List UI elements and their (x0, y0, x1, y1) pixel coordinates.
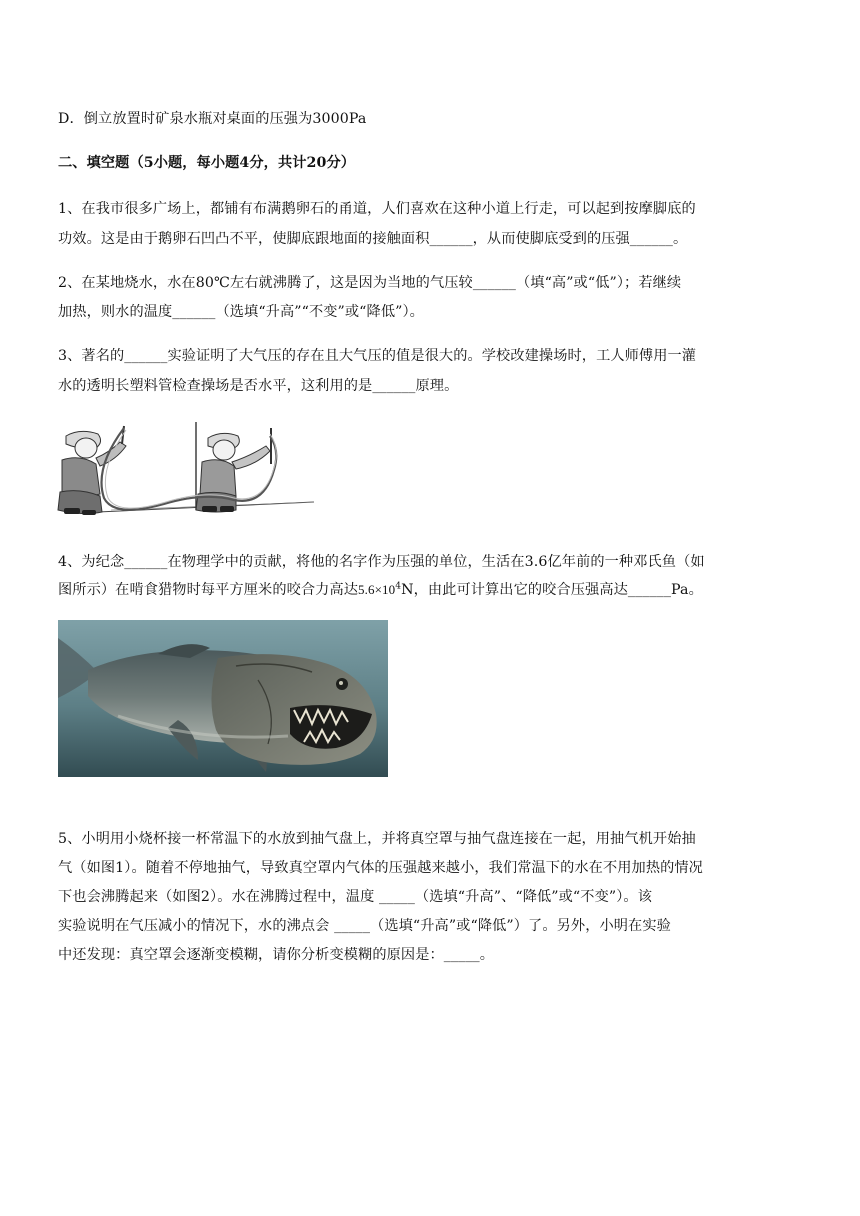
q4-line-2-unit: N，由此可计算出它的咬合压强高达______Pa。 (401, 582, 703, 598)
q2-line-2: 加热，则水的温度______（选填“升高”“不变”或“降低”）。 (58, 304, 424, 320)
workers-level-figure (56, 418, 318, 524)
dunkleosteus-figure (58, 620, 388, 777)
q5-line-2: 气（如图1）。随着不停地抽气，导致真空罩内气体的压强越来越小，我们常温下的水在不用加热的情况 (58, 860, 703, 876)
q2-line-1: 2、在某地烧水，水在80℃左右就沸腾了，这是因为当地的气压较______（填“高”或“低”）；若继续 (58, 275, 682, 291)
q4-line-1: 4、为纪念______在物理学中的贡献，将他的名字作为压强的单位，生活在3.6亿年前的一种邓氏鱼（如 (58, 554, 705, 570)
q4-line-2-pre: 图所示）在啃食猎物时每平方厘米的咬合力高达 (58, 582, 359, 598)
fish-illustration (58, 620, 388, 777)
q3-line-1: 3、著名的______实验证明了大气压的存在且大气压的值是很大的。学校改建操场时，工人师傅用一灌 (58, 348, 697, 364)
q1-line-2: 功效。这是由于鹅卵石凹凸不平，使脚底跟地面的接触面积______，从而使脚底受到的压强______。 (58, 231, 688, 247)
option-d: D．倒立放置时矿泉水瓶对桌面的压强为3000Pa (58, 111, 367, 127)
q5-line-3: 下也会沸腾起来（如图2）。水在沸腾过程中，温度 _____（选填“升高”、“降低”或“不变”）。该 (58, 889, 652, 905)
bite-force-number: 5.6×10 (358, 582, 396, 597)
bite-force-exponent: 4 (395, 581, 402, 592)
q3-line-2: 水的透明长塑料管检查操场是否水平，这利用的是______原理。 (58, 378, 459, 394)
q5-line-4: 实验说明在气压减小的情况下，水的沸点会 _____（选填“升高”或“降低”）了。另外，小明在实验 (58, 918, 671, 934)
q1-line-1: 1、在我市很多广场上，都铺有布满鹅卵石的甬道，人们喜欢在这种小道上行走，可以起到按摩脚底的 (58, 201, 696, 217)
section-title: 二、填空题（5小题，每小题4分，共计20分） (58, 155, 356, 171)
q4-line-2 (58, 580, 703, 600)
q5-line-5: 中还发现：真空罩会逐渐变模糊，请你分析变模糊的原因是：_____。 (58, 947, 495, 963)
q5-line-1: 5、小明用小烧杯接一杯常温下的水放到抽气盘上，并将真空罩与抽气盘连接在一起，用抽气机开始抽 (58, 831, 696, 847)
workers-illustration (56, 418, 318, 524)
